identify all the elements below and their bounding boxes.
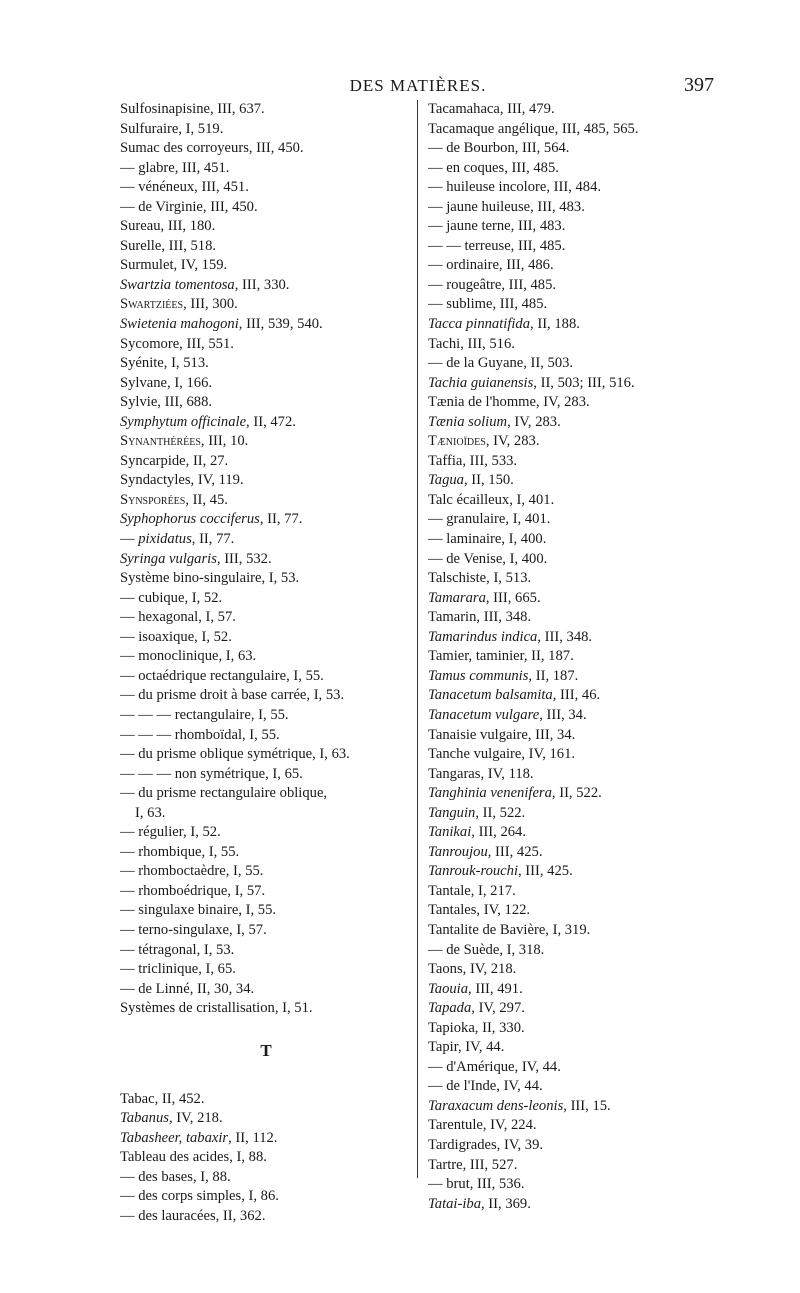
latin-name: Tabasheer, tabaxir	[120, 1129, 229, 1146]
index-entry: Tacamahaca, III, 479.	[428, 101, 555, 117]
index-entry: — de la Guyane, II, 503.	[428, 355, 574, 372]
index-entry: Tangaras, IV, 118.	[428, 765, 534, 782]
index-entry: — jaune huileuse, III, 483.	[428, 198, 585, 215]
index-entry: Sulfosinapisine, III, 637.	[120, 101, 265, 117]
index-entry: — de Suède, I, 318.	[428, 941, 545, 958]
section-spacer	[120, 1019, 412, 1031]
index-entry: — isoaxique, I, 52.	[120, 628, 232, 645]
index-entry: Tartre, III, 527.	[428, 1156, 518, 1173]
index-entry: Syphophorus cocciferus, II, 77.	[120, 511, 303, 528]
latin-name: Tænia solium	[428, 413, 508, 430]
index-entry: Tanacetum balsamita, III, 46.	[428, 687, 601, 704]
column-divider	[417, 100, 418, 1178]
index-entry: — triclinique, I, 65.	[120, 961, 236, 978]
index-entry: Système bino-singulaire, I, 53.	[120, 570, 300, 587]
index-column-left	[120, 100, 412, 1227]
latin-name: Swartzia tomentosa	[120, 276, 235, 293]
index-entry: Tanghinia venenifera, II, 522.	[428, 785, 602, 802]
index-entry: — monoclinique, I, 63.	[120, 648, 257, 665]
index-entry: Sylvie, III, 688.	[120, 394, 213, 411]
index-entry: — des corps simples, I, 86.	[120, 1188, 279, 1205]
index-entry: — des lauracées, II, 362.	[120, 1207, 266, 1224]
index-entry: — brut, III, 536.	[428, 1176, 525, 1193]
index-entry: Tabanus, IV, 218.	[120, 1110, 223, 1127]
index-entry: Swartziées, III, 300.	[120, 296, 238, 313]
index-entry: Talc écailleux, I, 401.	[428, 491, 555, 508]
index-entry: Tænia solium, IV, 283.	[428, 413, 561, 430]
latin-name: Taraxacum dens-leonis	[428, 1097, 564, 1114]
index-entry: Tantale, I, 217.	[428, 882, 516, 899]
index-entry: Sylvane, I, 166.	[120, 374, 213, 391]
latin-name: Swietenia mahogoni	[120, 316, 239, 333]
latin-name: Symphytum officinale	[120, 413, 247, 430]
index-entry: — rhomboédrique, I, 57.	[120, 882, 266, 899]
index-entry: Tachia guianensis, II, 503; III, 516.	[428, 374, 635, 391]
index-entry: Taffia, III, 533.	[428, 452, 518, 469]
latin-name: Tanguin	[428, 804, 476, 821]
latin-name: Tanghinia venenifera	[428, 785, 552, 802]
index-entry: — en coques, III, 485.	[428, 159, 559, 176]
index-entry: — de Virginie, III, 450.	[120, 198, 258, 215]
index-entry: — du prisme oblique symétrique, I, 63.	[120, 746, 350, 763]
index-entry: Tagua, II, 150.	[428, 472, 514, 489]
index-entry: — octaédrique rectangulaire, I, 55.	[120, 667, 324, 684]
index-entry: — régulier, I, 52.	[120, 824, 221, 841]
latin-name: Tapada	[428, 1000, 472, 1017]
latin-name: pixidatus	[138, 531, 192, 548]
index-entry: Tanguin, II, 522.	[428, 804, 526, 821]
index-entry: Tardigrades, IV, 39.	[428, 1136, 544, 1153]
latin-name: Tanikai	[428, 824, 472, 841]
latin-name: Tachia guianensis	[428, 374, 534, 391]
index-entry: — rhombique, I, 55.	[120, 843, 240, 860]
index-entry: — des bases, I, 88.	[120, 1168, 231, 1185]
latin-name: Tatai-iba	[428, 1195, 481, 1212]
index-entry: — vénéneux, III, 451.	[120, 179, 249, 196]
index-entry: Tænia de l'homme, IV, 283.	[428, 394, 590, 411]
latin-name: Tamarindus indica	[428, 628, 538, 645]
index-entry: Tanche vulgaire, IV, 161.	[428, 746, 576, 763]
index-entry: Tantalite de Bavière, I, 319.	[428, 921, 591, 938]
index-entry: — hexagonal, I, 57.	[120, 609, 236, 626]
index-entry: — huileuse incolore, III, 484.	[428, 179, 602, 196]
index-entry: — d'Amérique, IV, 44.	[428, 1058, 561, 1075]
index-entry: Tamarara, III, 665.	[428, 589, 541, 606]
index-entry: — — — non symétrique, I, 65.	[120, 765, 303, 782]
latin-name: Tamarara	[428, 589, 486, 606]
index-entry: — jaune terne, III, 483.	[428, 218, 566, 235]
latin-name: Tanacetum vulgare	[428, 706, 540, 723]
index-entry: Tatai-iba, II, 369.	[428, 1195, 531, 1212]
index-entry: — — — rectangulaire, I, 55.	[120, 706, 289, 723]
index-entry: Tacamaque angélique, III, 485, 565.	[428, 120, 639, 137]
index-entry: Syringa vulgaris, III, 532.	[120, 550, 272, 567]
index-entry: — glabre, III, 451.	[120, 159, 230, 176]
index-entry: Surmulet, IV, 159.	[120, 257, 228, 274]
index-entry: Sulfuraire, I, 519.	[120, 120, 224, 137]
index-entry: Synsporées, II, 45.	[120, 491, 228, 508]
index-entry: — de Linné, II, 30, 34.	[120, 980, 255, 997]
index-entry: Surelle, III, 518.	[120, 237, 217, 254]
index-entry: Taouia, III, 491.	[428, 980, 523, 997]
index-entry: Tantales, IV, 122.	[428, 902, 531, 919]
index-entry: Tapir, IV, 44.	[428, 1039, 505, 1056]
index-entry: Sureau, III, 180.	[120, 218, 216, 235]
index-entry: Talschiste, I, 513.	[428, 570, 532, 587]
index-entry: Tamarin, III, 348.	[428, 609, 532, 626]
index-entry: Taons, IV, 218.	[428, 961, 517, 978]
page-number: 397	[684, 74, 714, 96]
index-entry: — de Venise, I, 400.	[428, 550, 548, 567]
index-entry: — — — rhomboïdal, I, 55.	[120, 726, 280, 743]
index-entry: — pixidatus, II, 77.	[120, 531, 235, 548]
index-entry: — ordinaire, III, 486.	[428, 257, 554, 274]
index-entry: Swartzia tomentosa, III, 330.	[120, 276, 290, 293]
index-entry: Tabasheer, tabaxir, II, 112.	[120, 1129, 278, 1146]
index-entry: Taraxacum dens-leonis, III, 15.	[428, 1097, 611, 1114]
latin-name: Tabanus	[120, 1110, 169, 1127]
index-entry: Tanrouk-rouchi, III, 425.	[428, 863, 573, 880]
index-entry: — rhomboctaèdre, I, 55.	[120, 863, 264, 880]
latin-name: Taouia	[428, 980, 469, 997]
index-entry: Tamus communis, II, 187.	[428, 667, 579, 684]
index-entry: — terno-singulaxe, I, 57.	[120, 921, 267, 938]
index-entry: Synanthérées, III, 10.	[120, 433, 249, 450]
index-entry: Tanacetum vulgare, III, 34.	[428, 706, 587, 723]
index-entry: — laminaire, I, 400.	[428, 531, 547, 548]
index-entry: — de Bourbon, III, 564.	[428, 140, 570, 157]
running-title: DES MATIÈRES.	[349, 76, 487, 95]
index-entry: Syénite, I, 513.	[120, 355, 209, 372]
latin-name: Tanacetum balsamita	[428, 687, 553, 704]
index-column-right	[428, 100, 720, 1214]
index-entry: Tamarindus indica, III, 348.	[428, 628, 593, 645]
latin-name: Syphophorus cocciferus	[120, 511, 260, 528]
index-entry: Sycomore, III, 551.	[120, 335, 234, 352]
index-entry: Tamier, taminier, II, 187.	[428, 648, 574, 665]
index-entry: Tabac, II, 452.	[120, 1090, 205, 1107]
index-entry: Tanroujou, III, 425.	[428, 843, 543, 860]
index-entry: Systèmes de cristallisation, I, 51.	[120, 1000, 313, 1017]
index-entry: — sublime, III, 485.	[428, 296, 548, 313]
index-entry: Tableau des acides, I, 88.	[120, 1149, 267, 1166]
index-entry: — du prisme rectangulaire oblique,	[120, 785, 328, 802]
index-entry: Tanaisie vulgaire, III, 34.	[428, 726, 576, 743]
index-entry: — rougeâtre, III, 485.	[428, 276, 557, 293]
index-entry: Syndactyles, IV, 119.	[120, 472, 244, 489]
index-entry: — singulaxe binaire, I, 55.	[120, 902, 277, 919]
latin-name: Tacca pinnatifida	[428, 316, 531, 333]
section-spacer	[120, 1070, 412, 1090]
index-entry: Tænioïdes, IV, 283.	[428, 433, 540, 450]
index-entry: Symphytum officinale, II, 472.	[120, 413, 296, 430]
index-entry: Tapioka, II, 330.	[428, 1019, 525, 1036]
index-entry: Tarentule, IV, 224.	[428, 1117, 537, 1134]
index-entry: — du prisme droit à base carrée, I, 53.	[120, 687, 345, 704]
latin-name: Syringa vulgaris	[120, 550, 217, 567]
index-entry: Swietenia mahogoni, III, 539, 540.	[120, 316, 323, 333]
index-entry: Tanikai, III, 264.	[428, 824, 526, 841]
latin-name: Tanroujou	[428, 843, 488, 860]
index-entry-continuation: I, 63.	[135, 804, 166, 821]
index-entry: — de l'Inde, IV, 44.	[428, 1078, 543, 1095]
index-entry: Tacca pinnatifida, II, 188.	[428, 316, 580, 333]
latin-name: Tanrouk-rouchi	[428, 863, 518, 880]
index-entry: — — terreuse, III, 485.	[428, 237, 566, 254]
index-entry: Sumac des corroyeurs, III, 450.	[120, 140, 304, 157]
index-entry: — granulaire, I, 401.	[428, 511, 551, 528]
index-entry: — tétragonal, I, 53.	[120, 941, 235, 958]
latin-name: Tamus communis	[428, 667, 529, 684]
index-entry: — cubique, I, 52.	[120, 589, 223, 606]
index-entry: Tachi, III, 516.	[428, 335, 515, 352]
index-entry: Syncarpide, II, 27.	[120, 452, 229, 469]
index-entry: Tapada, IV, 297.	[428, 1000, 525, 1017]
latin-name: Tagua	[428, 472, 464, 489]
section-letter: T	[260, 1040, 272, 1060]
